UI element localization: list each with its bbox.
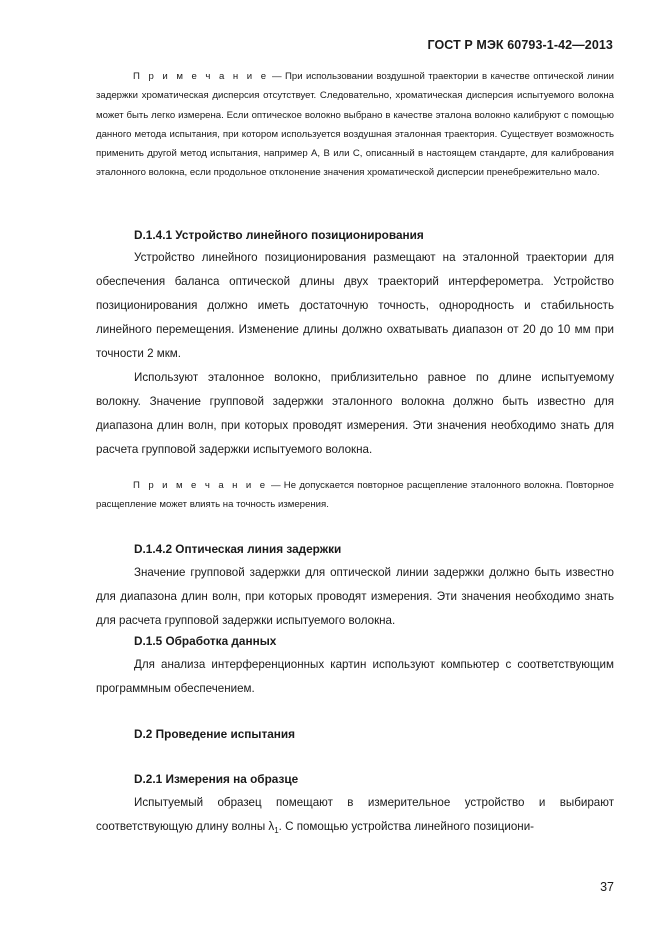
section-d21-title: D.2.1 Измерения на образце xyxy=(134,772,299,786)
section-d141-para2: Используют эталонное волокно, приблизительно равное по длине испытуемому волокну. Значение групповой задержки эталонного волокна должно быть известно для диапазона длин волн, при которых проводят измерения. Эти значения необходимо знать для расчета групповой задержки испытуемого волокна. xyxy=(96,371,614,456)
lambda-symbol: λ xyxy=(268,819,275,833)
document-header: ГОСТ Р МЭК 60793-1-42—2013 xyxy=(427,38,613,52)
section-d2-title: D.2 Проведение испытания xyxy=(134,727,296,741)
note-air-path xyxy=(96,67,614,183)
note2-label: П р и м е ч а н и е xyxy=(133,480,268,491)
section-d15-title: D.1.5 Обработка данных xyxy=(134,634,277,648)
note-text: — При использовании воздушной траектории в качестве оптической линии задержки хроматическая дисперсия отсутствует. Следовательно, хроматическая дисперсия испытуемого волокна может быть легко измерена. Если оптическое волокно выбрано в качестве эталона волокно калибруют с помощью данного метода испытания, при котором используется воздушная эталонная траектория. Существует возможность применить другой метод испытания, например А, В или С, описанный в настоящем стандарте, для калибрования эталонного волокна, если продольное отклонение значения хроматической дисперсии пренебрежительно мало. xyxy=(96,71,614,179)
section-d141-title: D.1.4.1 Устройство линейного позиционирования xyxy=(134,228,424,242)
note-reference-fiber xyxy=(96,476,614,515)
note-label: П р и м е ч а н и е xyxy=(133,71,269,82)
section-d15-para: Для анализа интерференционных картин используют компьютер с соответствующим программным обеспечением. xyxy=(96,658,614,695)
section-d141-para1: Устройство линейного позиционирования размещают на эталонной траектории для обеспечения баланса оптической длины двух траекторий интерферометра. Устройство позиционирования должно иметь достаточную точность, однородность и стабильность линейного перемещения. Изменение длины должно охватывать диапазон от 20 до 10 мм при точности 2 мкм. xyxy=(96,251,614,360)
page-number: 37 xyxy=(600,880,614,894)
lambda-subscript: 1 xyxy=(274,825,279,835)
section-d142-para: Значение групповой задержки для оптической линии задержки должно быть известно для диапазона длин волн, при которых проводят измерения. Эти значения необходимо знать для расчета групповой задержки испытуемого волокна. xyxy=(96,566,614,627)
note2-text: — Не допускается повторное расщепление эталонного волокна. Повторное расщепление может влиять на точность измерения. xyxy=(96,480,614,511)
section-d142-title: D.1.4.2 Оптическая линия задержки xyxy=(134,542,342,556)
section-d21-text-start: Испытуемый образец помещают в измерительное устройство и выбирают соответствующую длину волны xyxy=(96,796,614,833)
section-d21-text-end: . С помощью устройства линейного позициони- xyxy=(278,819,535,833)
section-d21-para xyxy=(96,791,614,843)
